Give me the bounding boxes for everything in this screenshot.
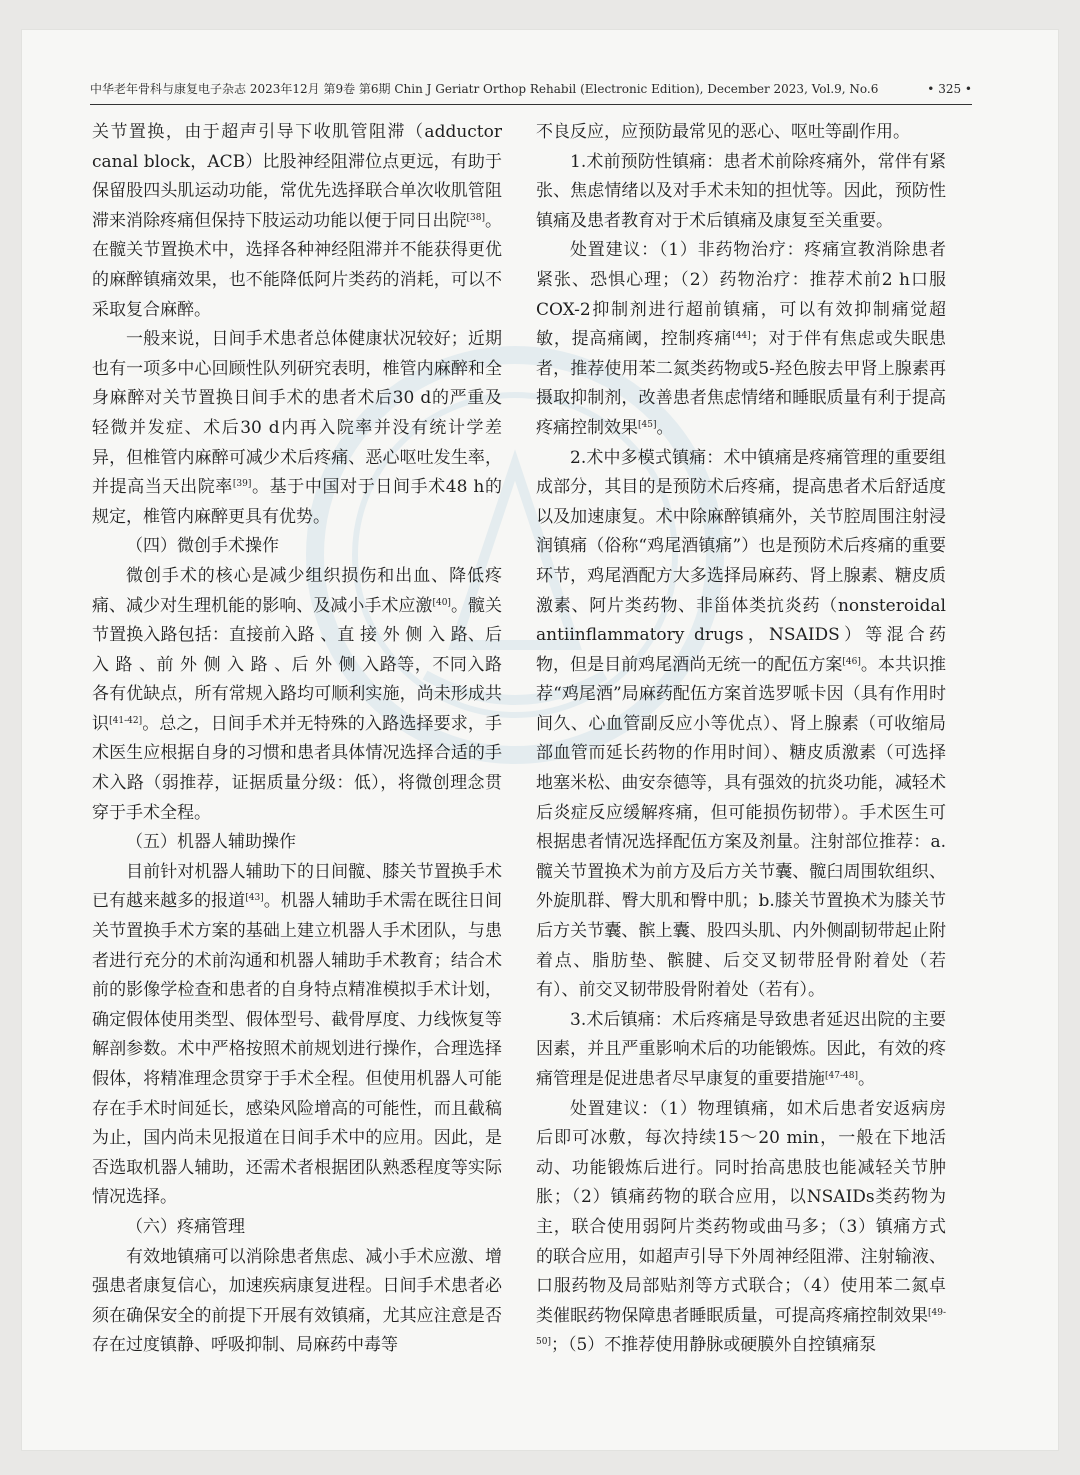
section-heading: （四）微创手术操作	[126, 536, 279, 557]
section-heading: （五）机器人辅助操作	[126, 832, 296, 853]
paragraph	[536, 236, 946, 443]
text-run: 。髋关节置换入路包括：直接前入路 、直 接 外 侧 入 路、后 入 路 、前 外 侧 入 路 、后 外 侧 入路等，不同入路各有优缺点，所有常规入路均可顺利实施，尚未形成共识	[92, 595, 503, 734]
citation: [38]	[466, 212, 485, 223]
text-run: 。本共识推荐“鸡尾酒”局麻药配伍方案首选罗哌卡因（具有作用时间久、心血管副反应小等优点）、肾上腺素（可收缩局部血管而延长药物的作用时间）、糖皮质激素（可选择地塞米松、曲安奈德等，具有强效的抗炎功能，减轻术后炎症反应缓解疼痛，但可能损伤韧带）。手术医生可根据患者情况选择配伍方案及剂量。注射部位推荐：a.髋关节置换术为前方及后方关节囊、髋臼周围软组织、外旋肌群、臀大肌和臀中肌；b.膝关节置换术为膝关节后方关节囊、髌上囊、股四头肌、内外侧副韧带起止附着点、脂肪垫、髌腱、后交叉韧带胫骨附着处（若有）、前交叉韧带股骨附着处（若有）。	[536, 654, 947, 1001]
citation: [44]	[732, 331, 751, 342]
left-column	[92, 118, 502, 1361]
paragraph	[92, 325, 502, 532]
text-run: 。	[656, 417, 674, 438]
paragraph	[536, 444, 946, 1006]
page-number: • 325 •	[927, 82, 972, 96]
header-rule	[90, 104, 972, 105]
text-run: 。在髋关节置换术中，选择各种神经阻滞并不能获得更优的麻醉镇痛效果，也不能降低阿片类药的消耗，可以不采取复合麻醉。	[92, 210, 503, 320]
citation: [47-48]	[825, 1071, 858, 1081]
text-run: 关节置换，由于超声引导下收肌管阻滞（adductor canal block，ACB）比股神经阻滞位点更远，有助于保留股四头肌运动功能，常优先选择联合单次收肌管阻滞来消除疼痛但保持下肢运动功能以便于同日出院	[92, 122, 502, 231]
citation: [41-42]	[109, 715, 143, 726]
citation: [46]	[842, 656, 861, 667]
text-run: ；（5）不推荐使用静脉或硬膜外自控镇痛泵	[550, 1335, 877, 1356]
text-run: 。	[857, 1069, 875, 1089]
text-run: ；对于伴有焦虑或失眠患者，推荐使用苯二氮类药物或5-羟色胺去甲肾上腺素再摄取抑制剂，改善患者焦虑情绪和睡眠质量有利于提高疼痛控制效果	[536, 329, 947, 438]
text-run: 2.术中多模式镇痛：术中镇痛是疼痛管理的重要组成部分，其目的是预防术后疼痛，提高患者术后舒适度以及加速康复。术中除麻醉镇痛外，关节腔周围注射浸润镇痛（俗称“鸡尾酒镇痛”）也是预防术后疼痛的重要环节，鸡尾酒配方大多选择局麻药、肾上腺素、糖皮质激素、阿片类药物、非甾体类抗炎药（nonsteroidal antiinflammatory drugs，NSAIDS）等混合药物，但是目前鸡尾酒尚无统一的配伍方案	[536, 447, 946, 675]
text-run: 目前针对机器人辅助下的日间髋、膝关节置换手术已有越来越多的报道	[92, 861, 502, 912]
paragraph: 不良反应，应预防最常见的恶心、呕吐等副作用。	[536, 122, 910, 142]
text-run: 。机器人辅助手术需在既往日间关节置换手术方案的基础上建立机器人手术团队，与患者进行充分的术前沟通和机器人辅助手术教育；结合术前的影像学检查和患者的自身特点精准模拟手术计划，确定假体使用类型、假体型号、截骨厚度、力线恢复等解剖参数。术中严格按照术前规划进行操作，合理选择假体，将精准理念贯穿于手术全程。但使用机器人可能存在手术时间延长，感染风险增高的可能性，而且截稿为止，国内尚未见报道在日间手术中的应用。因此，是否选取机器人辅助，还需术者根据团队熟悉程度等实际情况选择。	[92, 891, 503, 1208]
citation: [45]	[638, 419, 657, 430]
paragraph	[536, 1095, 946, 1361]
text-run: 。基于中国对于日间手术48 h的规定，椎管内麻醉更具有优势。	[92, 477, 503, 527]
right-column	[536, 118, 946, 1361]
running-header	[90, 78, 972, 100]
citation: [39]	[232, 479, 252, 490]
text-run: 。总之，日间手术并无特殊的入路选择要求，手术医生应根据自身的习惯和患者具体情况选择合适的手术入路（弱推荐，证据质量分级：低），将微创理念贯穿于手术全程。	[92, 713, 503, 823]
journal-citation: 中华老年骨科与康复电子杂志 2023年12月 第9卷 第6期 Chin J Geriatr Orthop Rehabil (Electronic Edition), December 2023, Vol.9, No.6	[90, 82, 879, 96]
citation: [49-50]	[536, 1307, 946, 1348]
paragraph	[92, 118, 502, 325]
paragraph	[536, 1006, 946, 1095]
text-run: 微创手术的核心是减少组织损伤和出血、降低疼痛、减少对生理机能的影响、及减小手术应激	[92, 565, 502, 616]
text-run: 处置建议：（1）物理镇痛，如术后患者安返病房后即可冰敷，每次持续15～20 min，一般在下地活动、功能锻炼后进行。同时抬高患肢也能减轻关节肿胀；（2）镇痛药物的联合应用，以NSAIDs类药物为主，联合使用弱阿片类药物或曲马多；（3）镇痛方式的联合应用，如超声引导下外周神经阻滞、注射输液、口服药物及局部贴剂等方式联合；（4）使用苯二氮卓类催眠药物保障患者睡眠质量，可提高疼痛控制效果	[536, 1098, 946, 1326]
paragraph	[92, 562, 502, 828]
citation: [40]	[432, 597, 451, 608]
text-run: 一般来说，日间手术患者总体健康状况较好；近期也有一项多中心回顾性队列研究表明，椎管内麻醉和全身麻醉对关节置换日间手术的患者术后30 d的严重及轻微并发症、术后30 d内再入院率并没有统计学差异，但椎管内麻醉可减少术后疼痛、恶心呕吐发生率，并提高当天出院率	[92, 329, 502, 498]
paragraph: 有效地镇痛可以消除患者焦虑、减小手术应激、增强患者康复信心，加速疾病康复进程。日间手术患者必须在确保安全的前提下开展有效镇痛，尤其应注意是否存在过度镇静、呼吸抑制、局麻药中毒等	[92, 1246, 502, 1356]
citation: [43]	[245, 893, 264, 904]
paragraph: 1.术前预防性镇痛：患者术前除疼痛外，常伴有紧张、焦虑情绪以及对手术未知的担忧等。因此，预防性镇痛及患者教育对于术后镇痛及康复至关重要。	[536, 151, 946, 231]
text-run: 3.术后镇痛：术后疼痛是导致患者延迟出院的主要因素，并且严重影响术后的功能锻炼。因此，有效的疼痛管理是促进患者尽早康复的重要措施	[536, 1009, 946, 1089]
text-run: 处置建议：（1）非药物治疗：疼痛宣教消除患者紧张、恐惧心理；（2）药物治疗：推荐术前2 h口服COX-2抑制剂进行超前镇痛，可以有效抑制痛觉超敏，提高痛阈，控制疼痛	[536, 240, 946, 350]
paragraph	[92, 858, 502, 1213]
section-heading: （六）疼痛管理	[126, 1216, 245, 1237]
